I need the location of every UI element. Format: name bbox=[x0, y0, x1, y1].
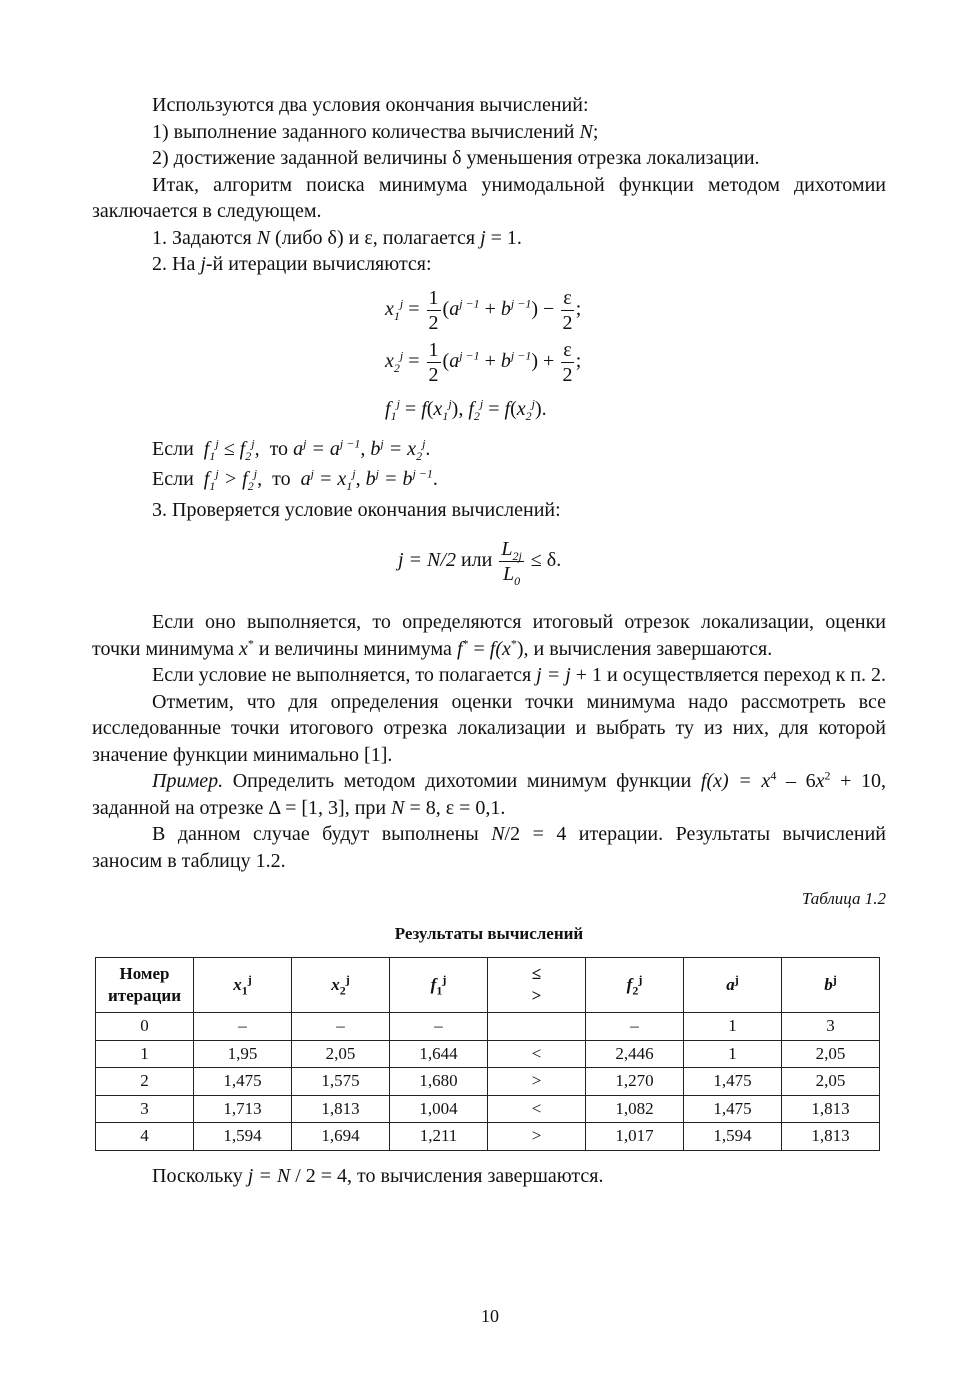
header-iteration-line1: Номер bbox=[119, 964, 170, 983]
example-n: N bbox=[391, 796, 405, 819]
paragraph-continue bbox=[92, 662, 886, 689]
condition-1-text: 1) выполнение заданного количества вычислений bbox=[152, 120, 580, 143]
iterations-text-a: В данном случае будут выполнены bbox=[152, 823, 492, 845]
equation-x2: $x_2^j$ = $\frac{1}{2}$ $(a^{j -1} + b^{j -1})$ + $\frac{\varepsilon}{2}$ ; bbox=[385, 338, 582, 386]
header-x1-label: x bbox=[233, 975, 242, 994]
table-cell: 1 bbox=[684, 1013, 782, 1041]
table-cell: 1,270 bbox=[586, 1068, 684, 1096]
condition-1-end: ; bbox=[592, 120, 599, 143]
table-cell: – bbox=[390, 1013, 488, 1041]
condition-2: 2) достижение заданной величины δ уменьшения отрезка локализации. bbox=[152, 147, 760, 169]
page-number: 10 bbox=[481, 1306, 499, 1326]
example-text-b: – 6 bbox=[776, 770, 816, 792]
paragraph-note: Отметим, что для определения оценки точки минимума надо рассмотреть все исследованные точки итогового отрезка локализации и выбрать ту из них, для которой значение функции минимально [1]. bbox=[92, 690, 886, 766]
condition-1-var: N bbox=[579, 120, 593, 143]
paragraph-example: Пример. Определить методом дихотомии минимум функции $f(x) = x^4 - 6x^2 + 10$, заданной на отрезке Δ = [1, 3], при N = 8, ε = 0,1. bbox=[92, 768, 887, 819]
step-1-text: 1. Задаются bbox=[152, 226, 257, 249]
step-1-j: j bbox=[480, 226, 486, 249]
table-cell: 1,813 bbox=[782, 1123, 880, 1151]
rule-if-less-then: то bbox=[269, 437, 289, 460]
header-iteration-line2: итерации bbox=[107, 986, 182, 1005]
table-cell: 3 bbox=[96, 1095, 194, 1123]
table-row bbox=[96, 1013, 880, 1041]
conclusion-text-b: / 2 = 4, то вычисления завершаются. bbox=[290, 1164, 604, 1187]
result-fx: f(x bbox=[489, 637, 511, 660]
result-text-a: Если оно выполняется, то определяются итоговый отрезок локализации, оценки точки минимума bbox=[92, 611, 886, 660]
paragraph-iterations bbox=[92, 821, 886, 874]
header-iteration bbox=[96, 958, 194, 1013]
table-cell: 1,594 bbox=[194, 1123, 292, 1151]
conclusion-eq: j = N bbox=[247, 1164, 291, 1187]
example-x: x bbox=[815, 770, 825, 792]
table-cell: 1,475 bbox=[684, 1068, 782, 1096]
table-cell: 1,813 bbox=[292, 1095, 390, 1123]
step-1-mid: (либо δ) и ε, полагается bbox=[270, 226, 481, 249]
example-fx: f(x) = x bbox=[700, 770, 771, 792]
table-cell: 1 bbox=[684, 1040, 782, 1068]
table-cell: 1,004 bbox=[390, 1095, 488, 1123]
table-cell: 1,813 bbox=[782, 1095, 880, 1123]
header-f1: $f_1^j$ bbox=[390, 958, 488, 1013]
header-compare-bottom: > bbox=[531, 986, 542, 1005]
iterations-n: N bbox=[491, 823, 505, 845]
header-x1: $x_1^j$ bbox=[194, 958, 292, 1013]
stop-or: или bbox=[460, 549, 493, 572]
result-eq: = bbox=[468, 637, 490, 660]
header-f2: $f_2^j$ bbox=[586, 958, 684, 1013]
table-row bbox=[96, 1095, 880, 1123]
table-cell: 1,475 bbox=[684, 1095, 782, 1123]
header-f1-label: f bbox=[430, 975, 437, 994]
page-body bbox=[92, 92, 886, 1189]
step-1-n: N bbox=[256, 226, 271, 249]
header-b: $b^j$ bbox=[782, 958, 880, 1013]
step-2-end: -й итерации вычисляются: bbox=[205, 253, 432, 275]
header-a-label: a bbox=[726, 975, 735, 994]
table-cell: 1,575 bbox=[292, 1068, 390, 1096]
table-cell: 2,446 bbox=[586, 1040, 684, 1068]
table-cell: 2,05 bbox=[292, 1040, 390, 1068]
table-cell: 1,713 bbox=[194, 1095, 292, 1123]
result-f: f bbox=[456, 637, 463, 660]
table-cell: 1,211 bbox=[390, 1123, 488, 1151]
rule-if-greater-label: Если bbox=[152, 468, 194, 490]
rule-if-less: Если $f_1^j \le f_2^j$, то $a^j = a^{j -1}$, $b^j = x_2^j$. bbox=[152, 435, 431, 463]
table-cell: 1,680 bbox=[390, 1068, 488, 1096]
table-cell bbox=[488, 1013, 586, 1041]
table-title: Результаты вычислений bbox=[394, 923, 584, 943]
table-cell: 2,05 bbox=[782, 1068, 880, 1096]
header-x2: $x_2^j$ bbox=[292, 958, 390, 1013]
table-cell: < bbox=[488, 1040, 586, 1068]
header-a: $a^j$ bbox=[684, 958, 782, 1013]
paragraph-stop-conditions: Используются два условия окончания вычислений: bbox=[152, 94, 589, 116]
rule-if-greater: Если $f_1^j > f_2^j$, то $a^j = x_1^j$, $b^j = b^{j -1}$. bbox=[152, 466, 438, 493]
header-b-label: b bbox=[824, 975, 833, 994]
table-cell: < bbox=[488, 1095, 586, 1123]
paragraph-result: Если оно выполняется, то определяются итоговый отрезок локализации, оценки точки минимума x* и величины минимума f* = f(x*), и вычисления завершаются. bbox=[92, 611, 886, 660]
stop-expression: j = N/2 bbox=[398, 549, 456, 572]
table-cell: 1,017 bbox=[586, 1123, 684, 1151]
table-cell: 1,082 bbox=[586, 1095, 684, 1123]
continue-eq: j = j bbox=[536, 664, 571, 686]
result-text-b: и величины минимума bbox=[253, 637, 457, 660]
header-compare bbox=[488, 958, 586, 1013]
header-compare-top: ≤ bbox=[531, 964, 542, 983]
table-caption: Таблица 1.2 bbox=[801, 889, 886, 908]
step-1-end: = 1. bbox=[485, 226, 522, 249]
table-cell: > bbox=[488, 1068, 586, 1096]
table-cell: 1,475 bbox=[194, 1068, 292, 1096]
table-cell: – bbox=[194, 1013, 292, 1041]
table-cell: 3 bbox=[782, 1013, 880, 1041]
table-cell: 1,694 bbox=[292, 1123, 390, 1151]
result-text-d: ), и вычисления завершаются. bbox=[516, 637, 773, 660]
table-cell: 1,594 bbox=[684, 1123, 782, 1151]
table-cell: 0 bbox=[96, 1013, 194, 1041]
table-cell: – bbox=[586, 1013, 684, 1041]
table-cell: 2,05 bbox=[782, 1040, 880, 1068]
paragraph-conclusion bbox=[92, 1163, 886, 1190]
result-x: x bbox=[239, 637, 248, 660]
example-text-d: = 8, ε = 0,1. bbox=[404, 796, 506, 819]
table-row bbox=[96, 1068, 880, 1096]
rule-if-greater-then: то bbox=[272, 468, 291, 490]
step-3: 3. Проверяется условие окончания вычислений: bbox=[152, 498, 561, 521]
iterations-text-b: /2 = 4 итерации. Результаты вычислений заносим в таблицу 1.2. bbox=[92, 823, 886, 872]
equation-stop: j = N/2 или $\frac{L_{2j}}{L_0}$ ≤ δ. bbox=[398, 538, 562, 588]
example-text-a: Определить методом дихотомии минимум функции bbox=[223, 770, 701, 792]
equation-x1: $x_1^j$ = $\frac{1}{2}$ $(a^{j -1} + b^{j -1})$ − $\frac{\varepsilon}{2}$ ; bbox=[385, 286, 582, 334]
step-2-j: j bbox=[200, 253, 206, 275]
example-text-c: + 10, заданной на отрезке Δ = [1, 3], при bbox=[92, 770, 887, 819]
table-cell: – bbox=[292, 1013, 390, 1041]
table-cell: 1 bbox=[96, 1040, 194, 1068]
step-2 bbox=[92, 251, 886, 278]
table-cell: 2 bbox=[96, 1068, 194, 1096]
paragraph-algorithm-intro: Итак, алгоритм поиска минимума унимодальной функции методом дихотомии заключается в следующем. bbox=[92, 173, 886, 222]
condition-1 bbox=[92, 119, 886, 146]
conclusion-text-a: Поскольку bbox=[152, 1164, 248, 1187]
table-cell: > bbox=[488, 1123, 586, 1151]
continue-text-a: Если условие не выполняется, то полагается bbox=[152, 664, 537, 686]
table-cell: 1,644 bbox=[390, 1040, 488, 1068]
step-1 bbox=[92, 225, 886, 252]
table-cell: 4 bbox=[96, 1123, 194, 1151]
continue-text-b: + 1 и осуществляется переход к п. 2. bbox=[570, 664, 887, 686]
results-table bbox=[95, 957, 880, 1151]
table-header-row bbox=[96, 958, 880, 1013]
step-2-text: 2. На bbox=[152, 253, 201, 275]
example-label: Пример. bbox=[152, 770, 224, 792]
equation-f: $f_1^j = f(x_1^j)$, $f_2^j = f(x_2^j)$. bbox=[385, 395, 547, 423]
table-row bbox=[96, 1123, 880, 1151]
rule-if-less-label: Если bbox=[152, 437, 194, 460]
header-x2-label: x bbox=[331, 975, 340, 994]
table-cell: 1,95 bbox=[194, 1040, 292, 1068]
table-row bbox=[96, 1040, 880, 1068]
header-f2-label: f bbox=[626, 975, 633, 994]
